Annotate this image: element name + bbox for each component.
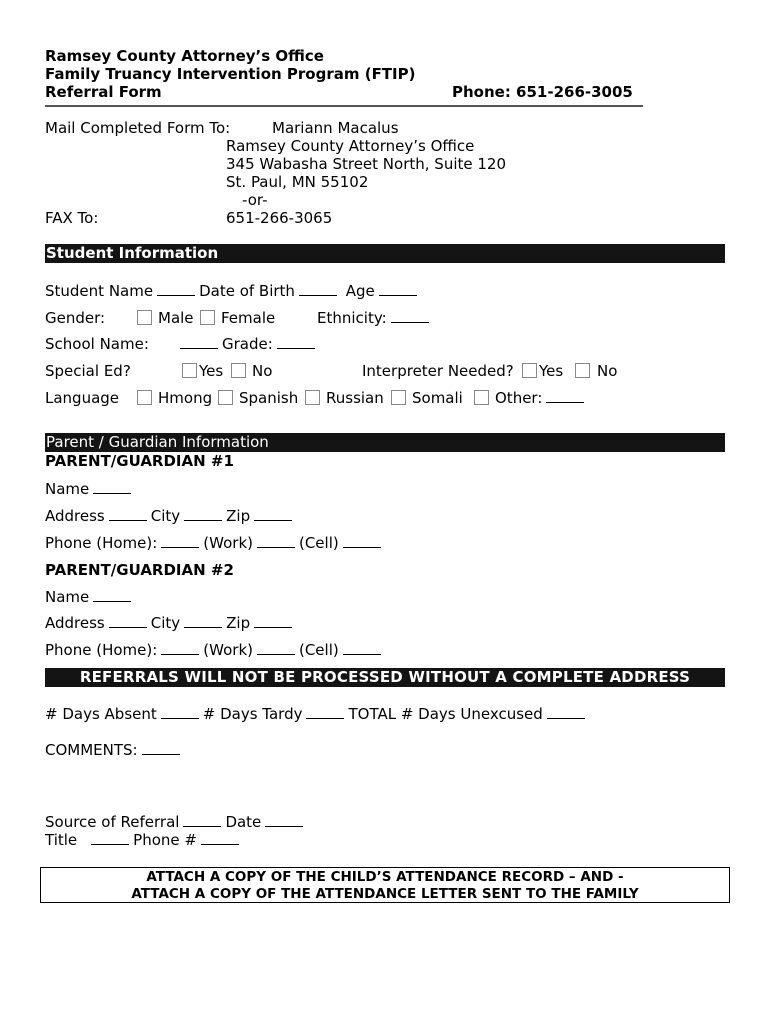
interpreter-no-label: No	[597, 362, 618, 380]
interpreter-yes-checkbox[interactable]	[522, 363, 537, 378]
hmong-checkbox[interactable]	[137, 390, 152, 405]
parent-section-title: Parent / Guardian Information	[46, 433, 269, 451]
other-label: Other:	[495, 389, 543, 407]
address-warning-banner	[45, 668, 725, 687]
ethnicity-label: Ethnicity:	[317, 309, 387, 327]
guardian-2-phone-cell-label: (Cell)	[298, 641, 339, 659]
comments-label: COMMENTS:	[45, 741, 138, 759]
other-row	[495, 389, 588, 407]
mail-to-label: Mail Completed Form To:	[45, 119, 231, 137]
school-label: School Name:	[45, 335, 149, 353]
special-ed-yes-checkbox[interactable]	[182, 363, 197, 378]
russian-label: Russian	[326, 389, 384, 407]
student-name-row	[45, 282, 421, 300]
guardian-1-city-label: City	[150, 507, 181, 525]
mail-street: 345 Wabasha Street North, Suite 120	[226, 155, 506, 173]
special-ed-label: Special Ed?	[45, 362, 131, 380]
guardian-1-phone-cell-field[interactable]	[343, 534, 381, 548]
age-label: Age	[345, 282, 375, 300]
guardian-1-title: PARENT/GUARDIAN #1	[45, 452, 234, 470]
guardian-2-name-field[interactable]	[93, 588, 131, 602]
guardian-1-phone-work-label: (Work)	[203, 534, 253, 552]
special-ed-yes-label: Yes	[199, 362, 224, 380]
student-section-title: Student Information	[46, 244, 219, 262]
form-title: Referral Form	[45, 83, 162, 101]
guardian-2-city-label: City	[150, 614, 181, 632]
guardian-2-address-row	[45, 614, 296, 632]
guardian-1-address-field[interactable]	[109, 507, 147, 521]
days-absent-field[interactable]	[161, 705, 199, 719]
guardian-2-name-label: Name	[45, 588, 90, 606]
guardian-1-name-row	[45, 480, 135, 498]
dob-label: Date of Birth	[199, 282, 295, 300]
guardian-1-phone-row	[45, 534, 385, 552]
days-tardy-label: # Days Tardy	[202, 705, 303, 723]
attendance-row	[45, 705, 589, 723]
phone-label: Phone #	[133, 831, 197, 849]
guardian-1-zip-field[interactable]	[254, 507, 292, 521]
parent-section-header	[45, 433, 725, 452]
days-tardy-field[interactable]	[306, 705, 344, 719]
attachment-notice-box	[40, 867, 730, 903]
female-label: Female	[221, 309, 276, 327]
student-name-field[interactable]	[157, 282, 195, 296]
days-unexcused-field[interactable]	[547, 705, 585, 719]
comments-field[interactable]	[142, 741, 180, 755]
guardian-1-name-field[interactable]	[93, 480, 131, 494]
attachment-notice-line1: ATTACH A COPY OF THE CHILD’S ATTENDANCE RECORD – AND -	[146, 869, 624, 885]
guardian-1-phone-home-label: Phone (Home):	[45, 534, 158, 552]
spanish-checkbox[interactable]	[218, 390, 233, 405]
guardian-2-name-row	[45, 588, 135, 606]
office-name: Ramsey County Attorney’s Office	[45, 47, 324, 65]
mail-or: -or-	[242, 191, 268, 209]
title-row	[45, 831, 243, 849]
guardian-2-address-field[interactable]	[109, 614, 147, 628]
somali-checkbox[interactable]	[391, 390, 406, 405]
header-divider	[45, 105, 643, 107]
dob-field[interactable]	[299, 282, 337, 296]
special-ed-no-checkbox[interactable]	[231, 363, 246, 378]
guardian-1-city-field[interactable]	[184, 507, 222, 521]
mail-office: Ramsey County Attorney’s Office	[226, 137, 475, 155]
mail-recipient: Mariann Macalus	[272, 119, 399, 137]
student-section-header	[45, 244, 725, 263]
program-name: Family Truancy Intervention Program (FTIP)	[45, 65, 416, 83]
other-checkbox[interactable]	[474, 390, 489, 405]
spanish-label: Spanish	[239, 389, 299, 407]
days-unexcused-label: TOTAL # Days Unexcused	[348, 705, 543, 723]
guardian-2-phone-home-label: Phone (Home):	[45, 641, 158, 659]
somali-label: Somali	[412, 389, 463, 407]
student-name-label: Student Name	[45, 282, 154, 300]
guardian-2-zip-label: Zip	[226, 614, 251, 632]
male-checkbox[interactable]	[137, 310, 152, 325]
guardian-1-phone-home-field[interactable]	[161, 534, 199, 548]
guardian-1-zip-label: Zip	[226, 507, 251, 525]
date-label: Date	[225, 813, 262, 831]
days-absent-label: # Days Absent	[45, 705, 157, 723]
female-checkbox[interactable]	[200, 310, 215, 325]
title-label: Title	[45, 831, 78, 849]
guardian-1-phone-work-field[interactable]	[257, 534, 295, 548]
guardian-2-title: PARENT/GUARDIAN #2	[45, 561, 234, 579]
interpreter-no-checkbox[interactable]	[575, 363, 590, 378]
guardian-2-city-field[interactable]	[184, 614, 222, 628]
guardian-2-phone-work-field[interactable]	[257, 641, 295, 655]
fax-label: FAX To:	[45, 209, 99, 227]
language-label: Language	[45, 389, 120, 407]
school-field[interactable]	[180, 335, 218, 349]
special-ed-no-label: No	[252, 362, 273, 380]
russian-checkbox[interactable]	[305, 390, 320, 405]
source-label: Source of Referral	[45, 813, 180, 831]
guardian-1-address-label: Address	[45, 507, 105, 525]
guardian-2-phone-home-field[interactable]	[161, 641, 199, 655]
guardian-1-phone-cell-label: (Cell)	[298, 534, 339, 552]
grade-label: Grade:	[222, 335, 273, 353]
ethnicity-field[interactable]	[391, 309, 429, 323]
age-field[interactable]	[379, 282, 417, 296]
phone-field[interactable]	[201, 831, 239, 845]
other-field[interactable]	[546, 389, 584, 403]
interpreter-yes-label: Yes	[539, 362, 564, 380]
guardian-2-phone-row	[45, 641, 385, 659]
ethnicity-row	[317, 309, 433, 327]
interpreter-label: Interpreter Needed?	[362, 362, 514, 380]
guardian-2-phone-cell-field[interactable]	[343, 641, 381, 655]
guardian-2-address-label: Address	[45, 614, 105, 632]
guardian-1-name-label: Name	[45, 480, 90, 498]
mail-city: St. Paul, MN 55102	[226, 173, 369, 191]
grade-field[interactable]	[277, 335, 315, 349]
source-row	[45, 813, 307, 831]
source-field[interactable]	[183, 813, 221, 827]
male-label: Male	[158, 309, 194, 327]
header-phone: Phone: 651-266-3005	[452, 83, 633, 101]
address-warning-text: REFERRALS WILL NOT BE PROCESSED WITHOUT A COMPLETE ADDRESS	[79, 668, 691, 686]
attachment-notice-line2: ATTACH A COPY OF THE ATTENDANCE LETTER SENT TO THE FAMILY	[131, 886, 639, 902]
gender-label: Gender:	[45, 309, 106, 327]
school-grade-row	[176, 335, 319, 353]
guardian-2-phone-work-label: (Work)	[203, 641, 253, 659]
hmong-label: Hmong	[158, 389, 213, 407]
comments-row	[45, 741, 184, 759]
guardian-1-address-row	[45, 507, 296, 525]
fax-number: 651-266-3065	[226, 209, 333, 227]
title-field[interactable]	[91, 831, 129, 845]
date-field[interactable]	[265, 813, 303, 827]
guardian-2-zip-field[interactable]	[254, 614, 292, 628]
